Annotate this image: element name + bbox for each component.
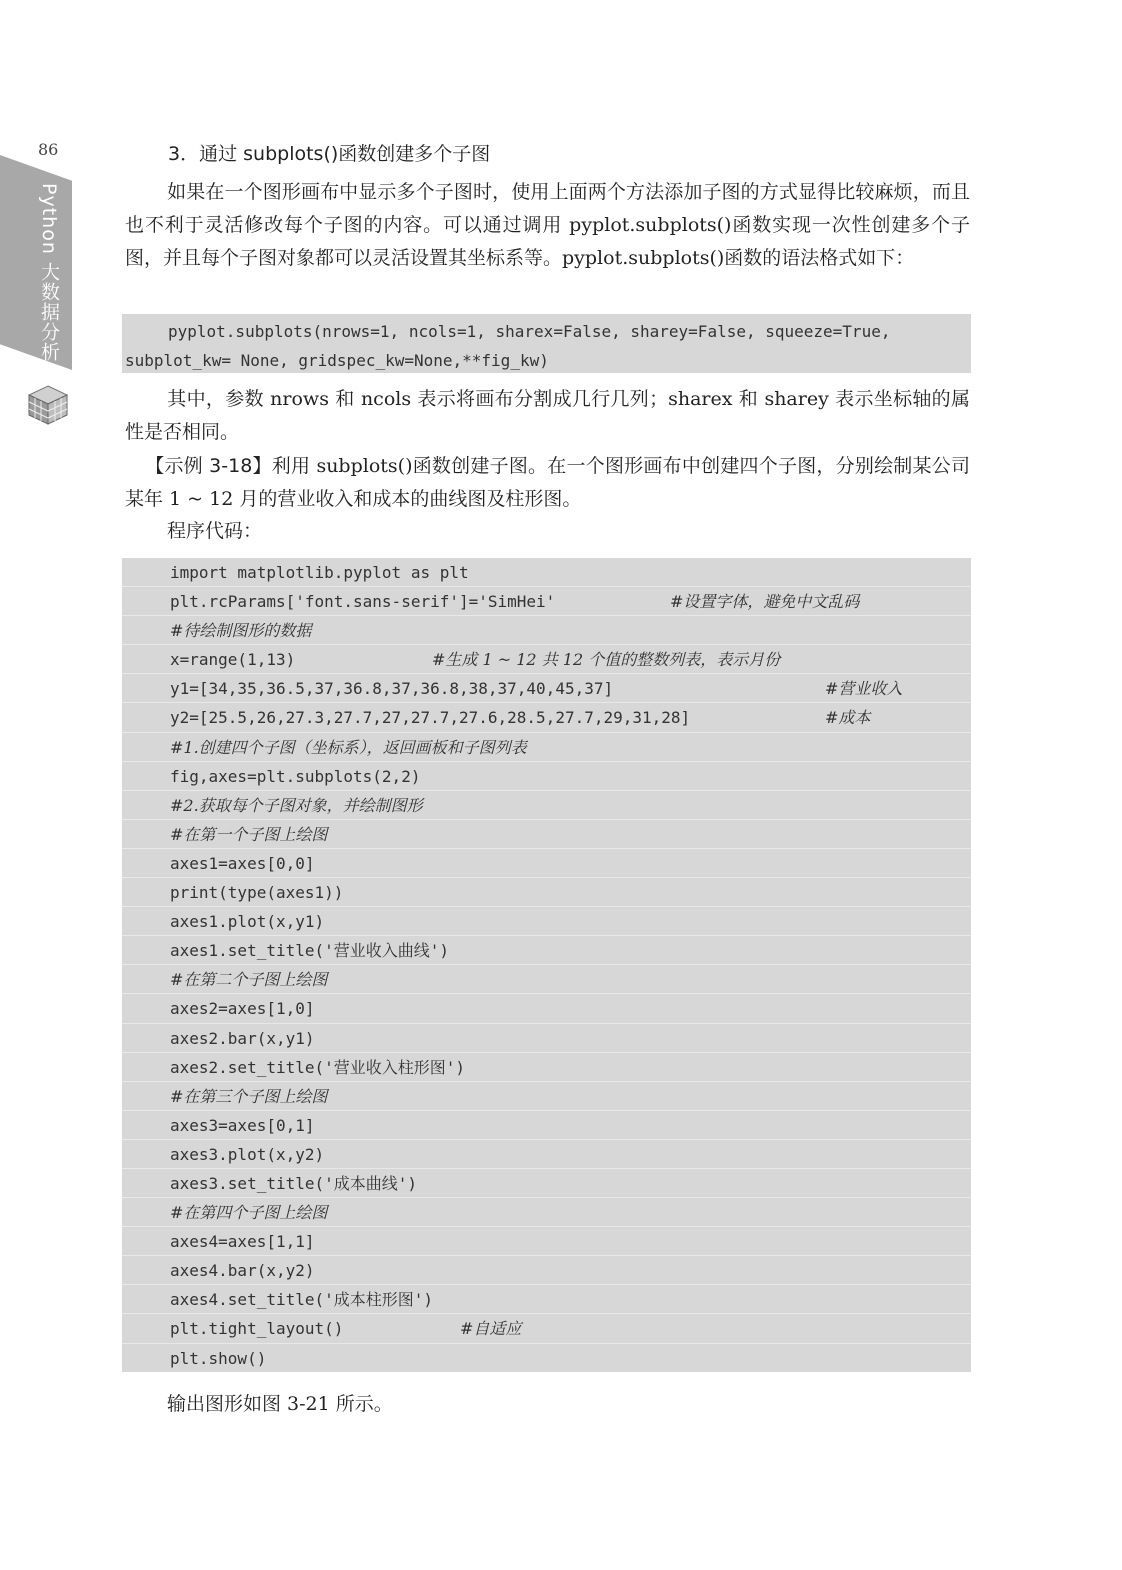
page-number: 86: [38, 140, 59, 159]
chapter-side-tab-label: Python 大数据分析: [38, 183, 60, 362]
cube-logo-icon: [25, 382, 71, 428]
code-line: [122, 849, 971, 878]
code-text: axes1=axes[0,0]: [170, 853, 315, 873]
code-text: plt.show(): [170, 1348, 267, 1368]
program-label-line: [125, 515, 970, 548]
syntax-code-block: [122, 314, 971, 373]
code-line: [122, 587, 971, 616]
code-text: plt.rcParams['font.sans-serif']='SimHei': [170, 592, 556, 612]
code-text: axes4=axes[1,1]: [170, 1232, 315, 1252]
code-text: axes3.plot(x,y2): [170, 1144, 325, 1164]
code-text: y2=[25.5,26,27.3,27.7,27,27.7,27.6,28.5,27.7,29,31,28]: [170, 708, 691, 728]
intro-paragraph: [125, 176, 970, 275]
code-line: [122, 1111, 971, 1140]
code-text: axes2.bar(x,y1): [170, 1028, 315, 1048]
code-text: x=range(1,13): [170, 650, 296, 670]
code-line: [122, 1344, 971, 1373]
code-comment: #在第二个子图上绘图: [170, 970, 328, 990]
code-line: [122, 1053, 971, 1082]
parameter-paragraph-text: 其中，参数 nrows 和 ncols 表示将画布分割成几行几列；sharex 和 sharey 表示坐标轴的属性是否相同。: [125, 388, 970, 443]
example-label: 【示例 3-18】: [145, 455, 272, 477]
syntax-line: subplot_kw= None, gridspec_kw=None,**fig_kw): [125, 351, 549, 370]
code-comment: #待绘制图形的数据: [170, 621, 312, 641]
code-line: [122, 878, 971, 907]
code-comment: #营业收入: [825, 679, 903, 699]
code-line: [122, 616, 971, 645]
code-line: [122, 820, 971, 849]
code-line: [122, 1314, 971, 1343]
code-line: [122, 703, 971, 732]
code-line: [122, 791, 971, 820]
code-text: axes4.set_title('成本柱形图'): [170, 1290, 434, 1310]
code-line: [122, 1140, 971, 1169]
code-comment: #生成 1 ~ 12 共 12 个值的整数列表，表示月份: [432, 650, 781, 670]
code-text: axes1.set_title('营业收入曲线'): [170, 941, 450, 961]
code-text: axes4.bar(x,y2): [170, 1261, 315, 1281]
code-line: [122, 1285, 971, 1314]
code-line: [122, 762, 971, 791]
code-comment: #成本: [825, 708, 871, 728]
code-comment: #在第一个子图上绘图: [170, 824, 328, 844]
syntax-line: pyplot.subplots(nrows=1, ncols=1, sharex=False, sharey=False, squeeze=True,: [168, 322, 891, 341]
example-paragraph: [125, 450, 970, 516]
code-line: [122, 1169, 971, 1198]
code-line: [122, 1082, 971, 1111]
code-line: [122, 1024, 971, 1053]
code-text: y1=[34,35,36.5,37,36.8,37,36.8,38,37,40,45,37]: [170, 679, 614, 699]
parameter-paragraph: [125, 383, 970, 449]
code-line: [122, 1227, 971, 1256]
section-heading: 3．通过 subplots()函数创建多个子图: [168, 143, 491, 165]
code-line: [122, 936, 971, 965]
intro-paragraph-text: 如果在一个图形画布中显示多个子图时，使用上面两个方法添加子图的方式显得比较麻烦，而且也不利于灵活修改每个子图的内容。可以通过调用 pyplot.subplots()函数实现一次性创建多个子图，并且每个子图对象都可以灵活设置其坐标系等。pyplot.subplots()函数的语法格式如下：: [125, 181, 970, 269]
code-comment: #在第三个子图上绘图: [170, 1086, 328, 1106]
code-line: [122, 674, 971, 703]
code-comment: #2.获取每个子图对象，并绘制图形: [170, 795, 423, 815]
code-text: axes3=axes[0,1]: [170, 1115, 315, 1135]
code-line: [122, 907, 971, 936]
output-text: 输出图形如图 3-21 所示。: [167, 1393, 393, 1415]
code-text: axes2.set_title('营业收入柱形图'): [170, 1057, 466, 1077]
code-line: [122, 965, 971, 994]
output-paragraph: [125, 1388, 970, 1421]
code-line: [122, 1256, 971, 1285]
code-comment: #设置字体，避免中文乱码: [670, 592, 860, 612]
code-line: [122, 733, 971, 762]
example-text: 利用 subplots()函数创建子图。在一个图形画布中创建四个子图，分别绘制某公司某年 1 ~ 12 月的营业收入和成本的曲线图及柱形图。: [125, 455, 970, 510]
code-text: plt.tight_layout(): [170, 1319, 344, 1339]
program-code-block: [122, 558, 971, 1372]
code-comment: #1.创建四个子图（坐标系），返回画板和子图列表: [170, 737, 527, 757]
code-line: [122, 645, 971, 674]
code-line: [122, 994, 971, 1023]
code-text: axes2=axes[1,0]: [170, 999, 315, 1019]
code-text: fig,axes=plt.subplots(2,2): [170, 766, 421, 786]
code-text: print(type(axes1)): [170, 883, 344, 903]
code-comment: #在第四个子图上绘图: [170, 1203, 328, 1223]
code-text: import matplotlib.pyplot as plt: [170, 563, 469, 582]
code-text: axes3.set_title('成本曲线'): [170, 1173, 418, 1193]
code-comment: #自适应: [460, 1319, 522, 1339]
code-text: axes1.plot(x,y1): [170, 912, 325, 932]
code-line: [122, 1198, 971, 1227]
program-label: 程序代码：: [167, 520, 263, 542]
code-line: [122, 558, 971, 587]
